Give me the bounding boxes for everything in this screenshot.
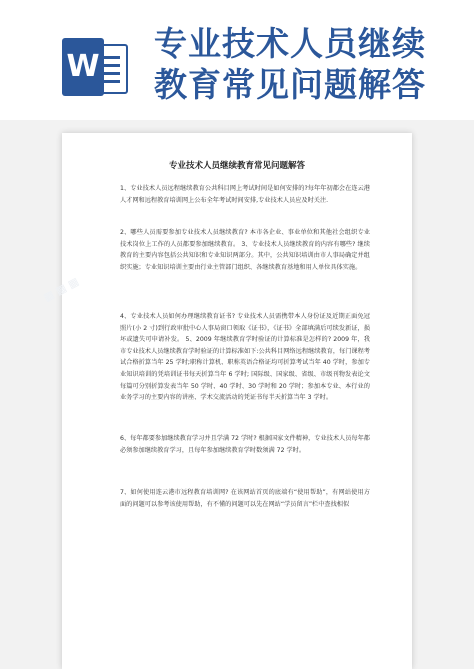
banner-title-line-2: 教育常见问题解答 bbox=[154, 65, 426, 104]
watermark-pattern: ▦ ▦ ▦ bbox=[41, 274, 82, 305]
word-document-icon bbox=[62, 38, 130, 96]
banner-title-line-1: 专业技术人员继续 bbox=[154, 24, 426, 63]
banner bbox=[0, 0, 474, 120]
paragraph-5: 7、如何使用连云港市远程教育培训网? 在该网站首页的底端有“使用帮助”，有网站使用方面的问题可以参考该使用帮助，有不懂的问题可以先在网站“学员留言”栏中查找相似 bbox=[120, 489, 370, 508]
paragraph-4: 6、每年都要参加继续教育学习并且学满 72 学时? 根据国家文件精神，专业技术人员每年都必须参加继续教育学习，且每年参加继续教育学时数须满 72 学时。 bbox=[120, 435, 370, 454]
document-page bbox=[41, 133, 412, 669]
paragraph-2: 2、哪些人员需要参加专业技术人员继续教育? 本市各企业、事业单位和其他社会组织专业技术岗位上工作的人员都要参加继续教育。 3、专业技术人员继续教育的内容有哪些? 继续教育的主要内容包括公共知识和专业知识两部分。其中，公共知识培训由市人事局确定并组织实施；专业知识培训主要由行业主管部门组织、各继续教育基地和用人单位具体实施。 bbox=[120, 229, 370, 271]
word-badge: W bbox=[62, 38, 104, 96]
document-title: 专业技术人员继续教育常见问题解答 bbox=[168, 161, 305, 171]
paragraph-1: 1、专业技术人员远程继续教育公共科目网上考试时间是如何安排的?每年年初都会在连云港人才网和远程教育培训网上公布全年考试时间安排,专业技术人员应及时关注. bbox=[120, 185, 370, 204]
paragraph-3: 4、专业技术人员如何办理继续教育证书? 专业技术人员需携带本人身份证及近期正面免冠照片(小 2 寸)到行政审批中心人事局窗口领取《证书》，《证书》全部填满后可续发新证，损坏或遗失可申请补发。 5、2009 年继续教育学时验证的计算标准是怎样的? 2009 年，我市专业技术人员继续教育学时验证的计算标准如下:公共科目网络远程继续教育，每门课程考试合格折算当年 25 学时;职称计算机、职称英语合格证均可折算考试当年 40 学时，参加专业知识培训的凭培训证书每天折算当年 6 学时; 国际级、国家级、省级、市级刊物发表论文每篇可分别折算发表当年 50 学时、40 学时、30 学时和 20 学时；参加本专业、本行业的业务学习的主要内容的讲座、学术交流活动的凭证书每半天折算当年 3 学时。 bbox=[120, 313, 370, 402]
